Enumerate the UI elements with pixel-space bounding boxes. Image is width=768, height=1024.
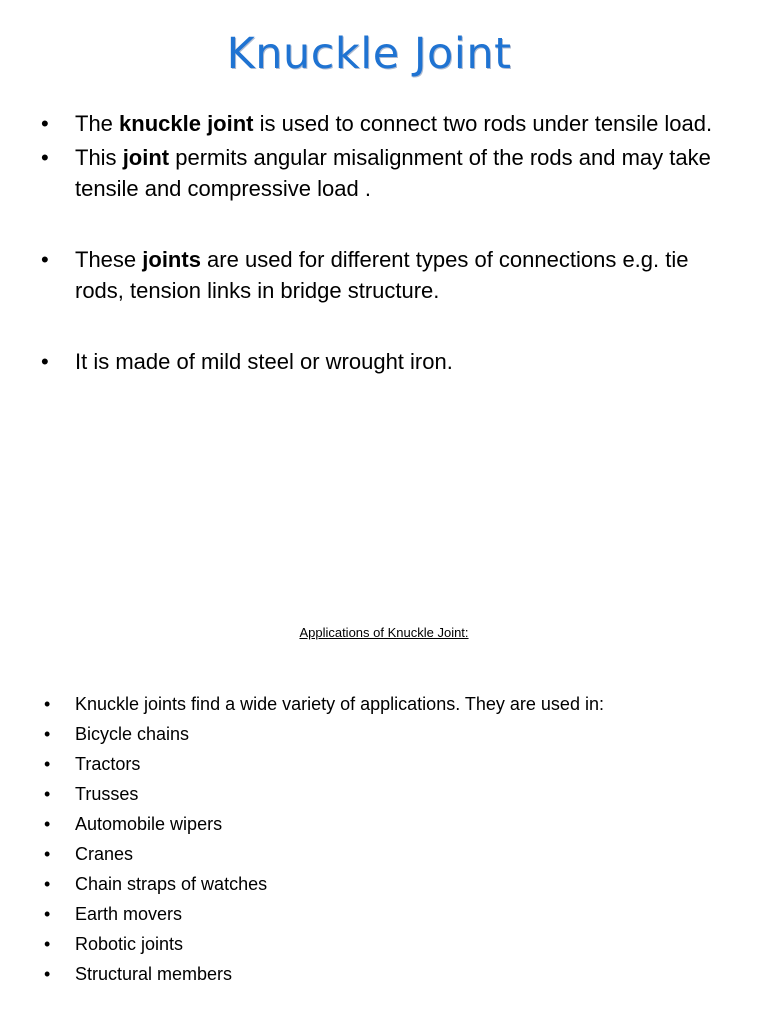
text-segment: are used for different types of connections e.g. tie rods, tension links in bridge structure.	[75, 247, 689, 303]
main-bullet-list	[0, 108, 740, 377]
application-text: Bicycle chains	[75, 724, 190, 744]
list-item	[0, 959, 740, 989]
text-segment: The	[75, 111, 120, 136]
list-item	[0, 809, 740, 839]
application-text: Knuckle joints find a wide variety of applications. They are used in:	[75, 694, 604, 714]
application-text: Trusses	[75, 784, 139, 804]
list-item	[0, 108, 740, 139]
bullet-icon: •	[41, 349, 49, 374]
application-text: Tractors	[75, 754, 141, 774]
bold-term: knuckle joint	[119, 111, 254, 136]
text-segment: is used to connect two rods under tensile load.	[253, 111, 713, 136]
list-item	[0, 869, 740, 899]
list-item	[0, 346, 740, 377]
application-text: Robotic joints	[75, 934, 184, 954]
text-segment: This	[75, 145, 123, 170]
bullet-icon: •	[44, 934, 51, 954]
bold-term: joint	[122, 145, 170, 170]
bullet-icon: •	[44, 844, 51, 864]
bold-term: joints	[142, 247, 201, 272]
list-item	[0, 749, 740, 779]
list-item	[0, 779, 740, 809]
applications-list	[0, 689, 740, 989]
bullet-icon: •	[41, 111, 49, 136]
application-text: Earth movers	[75, 904, 183, 924]
list-item	[0, 929, 740, 959]
bullet-icon: •	[44, 724, 51, 744]
bullet-icon: •	[41, 247, 49, 272]
bullet-icon: •	[44, 754, 51, 774]
list-item	[0, 244, 740, 306]
page-title: Knuckle Joint	[226, 29, 512, 79]
text-segment: These	[75, 247, 143, 272]
bullet-icon: •	[44, 964, 51, 984]
list-item	[0, 142, 740, 204]
list-item	[0, 689, 740, 719]
application-text: Cranes	[75, 844, 134, 864]
application-text: Chain straps of watches	[75, 874, 268, 894]
bullet-icon: •	[44, 814, 51, 834]
bullet-icon: •	[44, 904, 51, 924]
list-item	[0, 899, 740, 929]
list-item	[0, 839, 740, 869]
bullet-icon: •	[41, 145, 49, 170]
application-text: Structural members	[75, 964, 233, 984]
text-segment: permits angular misalignment of the rods and may take tensile and compressive load .	[75, 145, 711, 201]
list-item	[0, 719, 740, 749]
text-segment: It is made of mild steel or wrought iron.	[75, 349, 453, 374]
bullet-icon: •	[44, 874, 51, 894]
applications-heading: Applications of Knuckle Joint:	[299, 625, 469, 640]
application-text: Automobile wipers	[75, 814, 223, 834]
bullet-icon: •	[44, 784, 51, 804]
bullet-icon: •	[44, 694, 51, 714]
